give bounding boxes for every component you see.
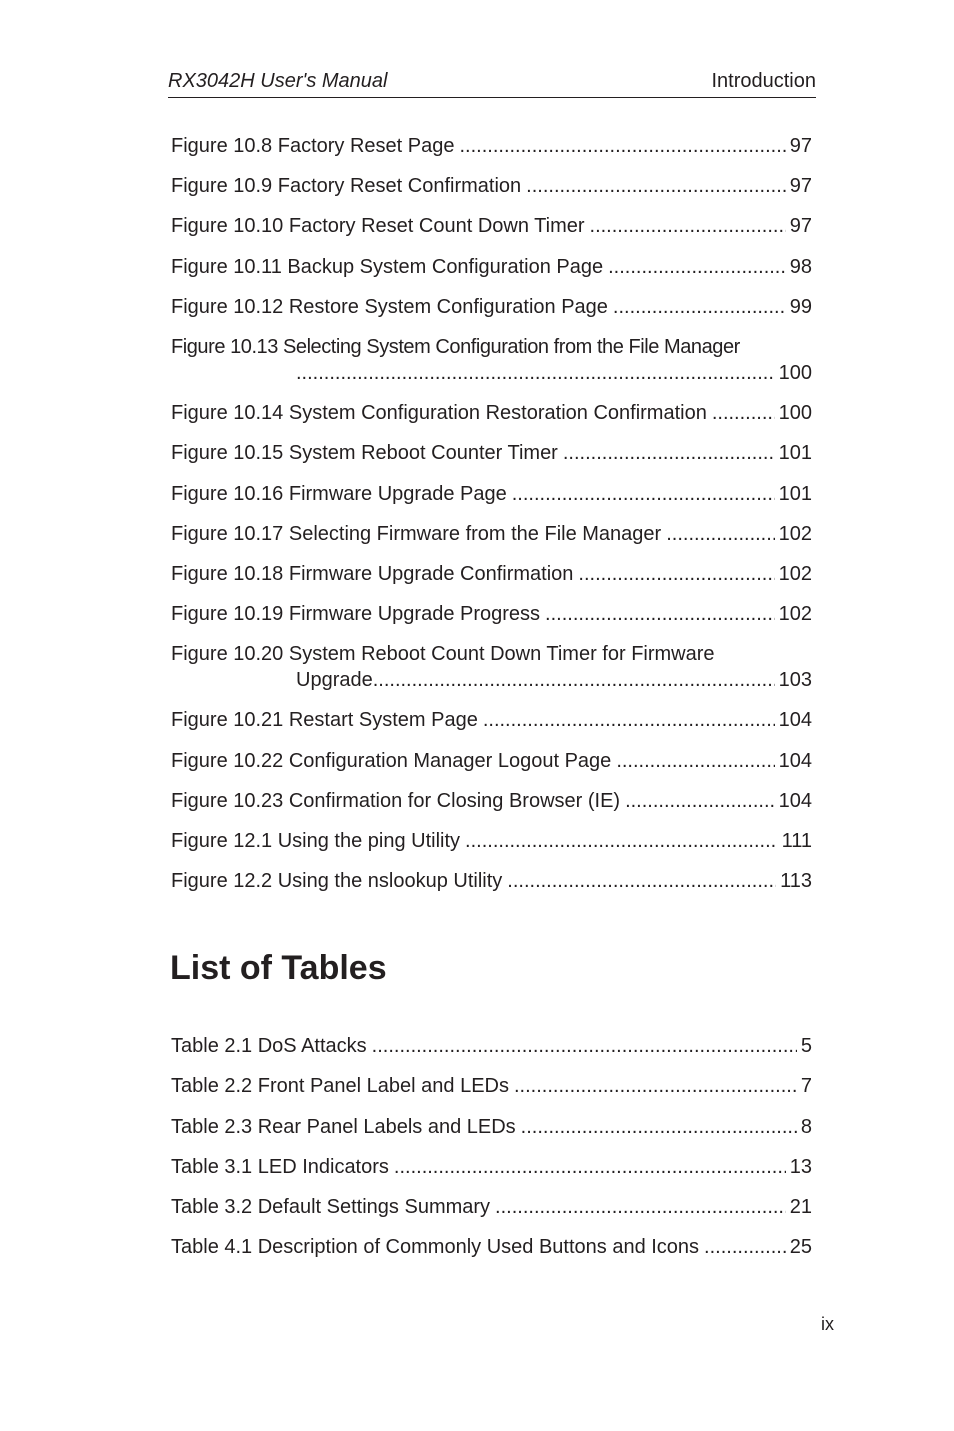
entry-page: 104 <box>778 789 812 812</box>
entry-page: 99 <box>789 295 812 318</box>
entry-title: Figure 10.13 Selecting System Configuration from the File Manager <box>171 335 740 358</box>
entry-title: Figure 10.10 Factory Reset Count Down Timer <box>171 215 585 238</box>
toc-entry[interactable] <box>171 748 812 774</box>
entry-title: Figure 10.16 Firmware Upgrade Page <box>171 482 507 505</box>
entry-title: Table 4.1 Description of Commonly Used Buttons and Icons <box>171 1236 700 1259</box>
toc-entry[interactable] <box>171 868 812 894</box>
toc-entry[interactable] <box>171 1073 812 1099</box>
dot-leader <box>666 521 774 547</box>
manual-title: RX3042H User's Manual <box>168 70 388 92</box>
entry-title: Figure 10.11 Backup System Configuration Page <box>171 255 604 278</box>
toc-entry[interactable] <box>171 481 812 507</box>
dot-leader <box>394 1154 786 1180</box>
dot-leader <box>507 868 776 894</box>
entry-title: Figure 10.14 System Configuration Restoration Confirmation <box>171 402 707 425</box>
dot-leader <box>578 561 774 587</box>
entry-page: 21 <box>789 1196 812 1219</box>
entry-page: 104 <box>778 749 812 772</box>
list-of-tables-heading: List of Tables <box>170 949 387 987</box>
toc-entry[interactable] <box>171 334 812 386</box>
dot-leader <box>704 1234 786 1260</box>
dot-leader <box>296 360 775 386</box>
entry-page: 25 <box>789 1236 812 1259</box>
toc-entry[interactable] <box>171 440 812 466</box>
section-name: Introduction <box>711 70 816 92</box>
toc-entry[interactable] <box>171 1234 812 1260</box>
entry-title: Figure 10.12 Restore System Configuration Page <box>171 295 608 318</box>
entry-page: 102 <box>778 603 812 626</box>
toc-entry[interactable] <box>171 707 812 733</box>
entry-title: Table 2.1 DoS Attacks <box>171 1035 367 1057</box>
list-of-tables <box>171 1033 812 1275</box>
toc-entry[interactable] <box>171 1033 812 1059</box>
entry-page: 101 <box>778 482 812 505</box>
dot-leader <box>514 1073 797 1099</box>
entry-page: 7 <box>800 1075 812 1098</box>
entry-title: Figure 12.2 Using the nslookup Utility <box>171 870 503 893</box>
dot-leader <box>459 133 785 159</box>
dot-leader <box>625 788 775 814</box>
toc-entry[interactable] <box>171 400 812 426</box>
entry-page: 113 <box>780 870 812 893</box>
entry-title: Figure 10.23 Confirmation for Closing Browser (IE) <box>171 789 621 812</box>
dot-leader <box>608 254 786 280</box>
dot-leader <box>483 707 775 733</box>
entry-title: Table 3.2 Default Settings Summary <box>171 1196 491 1219</box>
entry-title: Table 2.2 Front Panel Label and LEDs <box>171 1075 509 1098</box>
entry-title: Table 3.1 LED Indicators <box>171 1155 389 1178</box>
toc-entry[interactable] <box>171 521 812 547</box>
entry-title: Figure 12.1 Using the ping Utility <box>171 830 461 852</box>
toc-entry[interactable] <box>171 1194 812 1220</box>
entry-title: Figure 10.18 Firmware Upgrade Confirmation <box>171 562 574 585</box>
toc-entry[interactable] <box>171 561 812 587</box>
dot-leader <box>495 1194 786 1220</box>
entry-page: 102 <box>778 522 812 545</box>
entry-page: 100 <box>778 361 812 384</box>
entry-title: Figure 10.21 Restart System Page <box>171 709 478 732</box>
dot-leader <box>712 400 775 426</box>
entry-page: 13 <box>789 1155 812 1178</box>
dot-leader <box>613 294 786 320</box>
dot-leader <box>590 213 786 239</box>
entry-title: Figure 10.9 Factory Reset Confirmation <box>171 175 522 198</box>
toc-entry[interactable] <box>171 294 812 320</box>
toc-entry[interactable] <box>171 133 812 159</box>
dot-leader <box>372 1033 797 1059</box>
entry-page: 97 <box>789 175 812 198</box>
entry-page: 100 <box>778 402 812 425</box>
entry-title: Figure 10.22 Configuration Manager Logout Page <box>171 749 612 772</box>
toc-entry[interactable] <box>171 601 812 627</box>
entry-title: Figure 10.8 Factory Reset Page <box>171 135 455 157</box>
toc-entry[interactable] <box>171 1114 812 1140</box>
list-of-figures <box>171 133 812 908</box>
entry-title: Figure 10.20 System Reboot Count Down Timer for Firmware <box>171 643 715 666</box>
dot-leader <box>512 481 775 507</box>
toc-entry[interactable] <box>171 213 812 239</box>
dot-leader <box>616 748 774 774</box>
entry-page: 97 <box>789 215 812 238</box>
dot-leader <box>521 1114 797 1140</box>
toc-entry[interactable] <box>171 1154 812 1180</box>
entry-page: 111 <box>781 830 812 852</box>
entry-page: 104 <box>778 709 812 732</box>
entry-page: 103 <box>778 669 812 692</box>
toc-entry[interactable] <box>171 173 812 199</box>
running-header <box>168 70 816 98</box>
entry-page: 8 <box>800 1115 812 1138</box>
toc-entry[interactable] <box>171 828 812 854</box>
dot-leader <box>545 601 775 627</box>
entry-title: Figure 10.17 Selecting Firmware from the File Manager <box>171 522 662 545</box>
entry-page: 102 <box>778 562 812 585</box>
dot-leader <box>563 440 775 466</box>
entry-title-continuation: Upgrade <box>296 669 373 692</box>
toc-entry[interactable] <box>171 641 812 693</box>
entry-title: Figure 10.15 System Reboot Counter Timer <box>171 442 558 465</box>
dot-leader <box>526 173 786 199</box>
entry-title: Table 2.3 Rear Panel Labels and LEDs <box>171 1115 516 1138</box>
entry-title: Figure 10.19 Firmware Upgrade Progress <box>171 603 541 626</box>
entry-page: 97 <box>789 135 812 157</box>
toc-entry[interactable] <box>171 788 812 814</box>
page-number: ix <box>821 1314 834 1334</box>
entry-page: 5 <box>800 1035 812 1057</box>
dot-leader <box>465 828 778 854</box>
dot-leader <box>373 667 775 693</box>
entry-page: 98 <box>789 255 812 278</box>
toc-entry[interactable] <box>171 254 812 280</box>
entry-page: 101 <box>778 442 812 465</box>
